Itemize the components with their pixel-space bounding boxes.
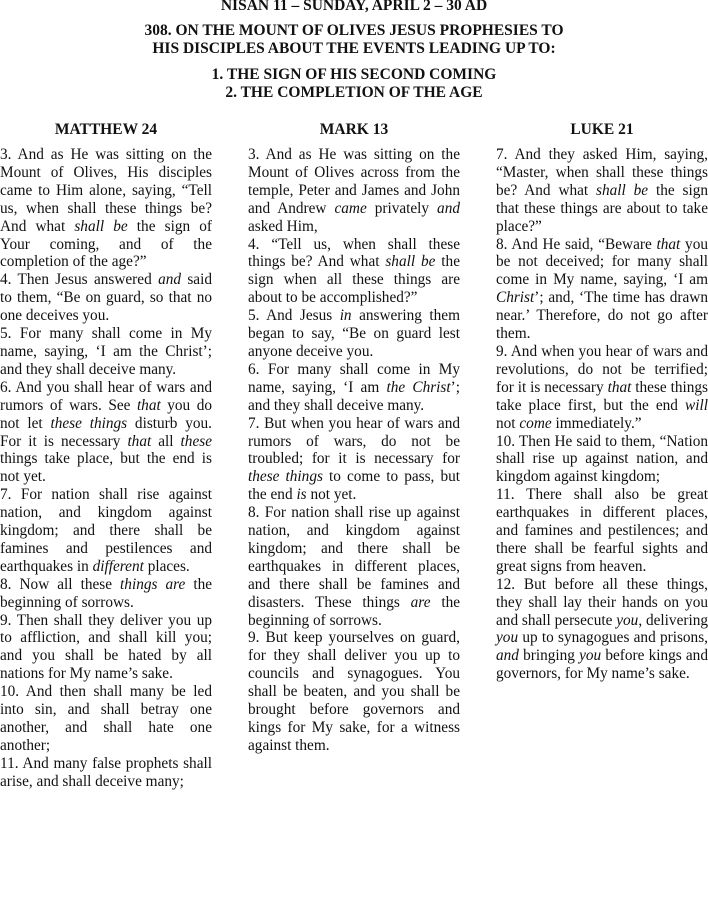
verse-text: 5. And Jesus: [248, 307, 340, 325]
verse: [496, 576, 708, 683]
verse-text: 6. And you shall hear of wars and rumors of wars. See: [0, 378, 212, 414]
verse-text: 8. Now all these: [0, 575, 121, 593]
topic-2: 2. THE COMPLETION OF THE AGE: [225, 84, 483, 101]
verse-text: 4. “Tell us, when shall these things be? And what: [248, 235, 460, 271]
verse-italic-text: that: [136, 396, 161, 414]
verse-text: the sign that these things are about to take place?”: [496, 181, 708, 235]
verse: [0, 271, 212, 325]
verse-text: 3. And as He was sitting on the Mount of Olives, His disciples came to Him alone, saying, “Tell us, when shall these things be? And what: [0, 146, 212, 235]
verse-text: 10. And then shall many be led into sin, and shall betray one another, and shall hate one another;: [0, 683, 212, 754]
verse: [496, 486, 708, 576]
verse-italic-text: that: [656, 235, 681, 253]
date-text: NISAN 11 – SUNDAY, APRIL 2 – 30 AD: [220, 0, 488, 14]
verse-text: the beginning of sorrows.: [0, 575, 213, 611]
verse: [248, 307, 460, 361]
verse-italic-text: the Christ: [386, 378, 451, 396]
verse-italic-text: are: [410, 593, 431, 611]
verse-italic-text: shall be: [74, 217, 128, 235]
column-title-matthew: MATTHEW 24: [54, 121, 158, 138]
verse-text: asked Him,: [248, 217, 318, 235]
verse: [0, 576, 212, 612]
verse-italic-text: these things: [248, 468, 323, 486]
column-luke-text: [496, 146, 708, 683]
verse-italic-text: and: [496, 647, 519, 665]
verse-text: 11. There shall also be great earthquakes in different places, and famines and pestilences; and there shall be fearful sights and great signs from heaven.: [496, 486, 708, 575]
verse: [0, 146, 212, 271]
verse-italic-text: shall be: [385, 253, 436, 271]
verse: [248, 146, 460, 236]
verse-text: before kings and governors, for My name’s sake.: [496, 647, 708, 683]
verse-italic-text: is: [296, 486, 307, 504]
verse: [248, 236, 460, 308]
column-mark-text: [248, 146, 460, 755]
verse-italic-text: come: [519, 414, 552, 432]
verse-italic-text: will: [685, 396, 708, 414]
verse-text: said to them, “Be on guard, so that no one deceives you.: [0, 271, 212, 325]
verse-text: not yet.: [306, 486, 357, 504]
section-title-line-2: HIS DISCIPLES ABOUT THE EVENTS LEADING UP TO:: [152, 40, 556, 57]
verse-text: answering them began to say, “Be on guard lest anyone deceive you.: [248, 307, 460, 360]
verse-text: you be not deceived; for many shall come in My name, saying, ‘I am: [496, 235, 708, 289]
verse-italic-text: you: [616, 611, 639, 629]
verse: [0, 486, 212, 576]
column-title-mark: MARK 13: [319, 121, 389, 138]
verse-italic-text: you: [579, 647, 602, 665]
verse-text: 6. For many shall come in My name, saying, ‘I am: [248, 360, 460, 396]
verse: [0, 325, 212, 379]
verse: [248, 361, 460, 415]
verse-text: 10. Then He said to them, “Nation shall rise up against nation, and kingdom against kingdom;: [496, 432, 708, 486]
verse-text: 8. And He said, “Beware: [496, 235, 657, 253]
verse-text: 5. For many shall come in My name, saying, ‘I am the Christ’; and they shall deceive many.: [0, 325, 212, 378]
verse-text: places.: [143, 557, 190, 575]
verse: [0, 379, 212, 486]
verse-text: ’; and they shall deceive many.: [248, 378, 460, 414]
topic-1: 1. THE SIGN OF HIS SECOND COMING: [211, 66, 497, 83]
verse-italic-text: you: [496, 629, 519, 647]
verse-text: up to synagogues and prisons,: [518, 629, 708, 647]
verse: [496, 433, 708, 487]
verse-text: the sign of Your coming, and of the completion of the age?”: [0, 217, 212, 271]
verse-text: you do not let: [0, 396, 213, 432]
verse-italic-text: and: [437, 199, 460, 217]
verse-text: 8. For nation shall rise up against nation, and kingdom against kingdom; and there shall be earthquakes in different places, and there shall be famines and disasters. These things: [248, 504, 460, 611]
verse-text: 11. And many false prophets shall arise, and shall deceive many;: [0, 754, 212, 790]
verse: [0, 755, 212, 791]
verse: [0, 683, 212, 755]
verse-text: 3. And as He was sitting on the Mount of Olives across from the temple, Peter and James and John and Andrew: [248, 146, 460, 217]
verse-text: , delivering: [638, 611, 708, 629]
verse: [496, 236, 708, 343]
verse-text: 7. And they asked Him, saying, “Master, when shall these things be? And what: [496, 146, 708, 199]
verse-italic-text: these things: [50, 414, 128, 432]
verse: [496, 146, 708, 236]
verse-text: privately: [366, 199, 438, 217]
verse-text: the beginning of sorrows.: [248, 593, 461, 629]
verse-italic-text: in: [339, 307, 352, 325]
verse-italic-text: and: [158, 271, 182, 289]
verse-text: things take place, but the end is not yet.: [0, 450, 212, 486]
verse-text: not: [496, 414, 520, 432]
verse-italic-text: things are: [120, 575, 186, 593]
verse-italic-text: different: [92, 557, 144, 575]
verse-italic-text: that: [607, 378, 632, 396]
verse-text: immediately.”: [551, 414, 642, 432]
verse-text: all: [151, 432, 181, 450]
verse-italic-text: shall be: [596, 181, 649, 199]
verse: [248, 504, 460, 629]
verse-italic-text: that: [127, 432, 152, 450]
column-matthew-text: [0, 146, 212, 791]
verse-text: 4. Then Jesus answered: [0, 271, 159, 289]
verse-italic-text: Christ: [496, 289, 535, 307]
column-title-luke: LUKE 21: [570, 121, 634, 138]
verse-text: 9. But keep yourselves on guard, for they shall deliver you up to councils and synagogues. You shall be beaten, and you shall be brought before governors and kings for My sake, for a witness against them.: [248, 629, 460, 754]
verse: [248, 415, 460, 505]
verse-text: 7. For nation shall rise against nation, and kingdom against kingdom; and there shall be famines and pestilences and earthquakes in: [0, 486, 212, 575]
section-topics: [0, 66, 708, 102]
verse-italic-text: these: [180, 432, 212, 450]
verse-text: to come to pass, but the end: [248, 468, 460, 504]
verse-text: ’; and, ‘The time has drawn near.’ Therefore, do not go after them.: [496, 289, 708, 343]
verse-text: disturb you. For it is necessary: [0, 414, 212, 450]
section-title: [0, 22, 708, 58]
verse: [496, 343, 708, 433]
verse: [0, 612, 212, 684]
verse-text: bringing: [518, 647, 580, 665]
verse-italic-text: came: [334, 199, 367, 217]
verse-text: 9. Then shall they deliver you up to affliction, and shall kill you; and you shall be hated by all nations for My name’s sake.: [0, 611, 212, 683]
section-title-line-1: 308. ON THE MOUNT OF OLIVES JESUS PROPHESIES TO: [144, 22, 564, 39]
verse-text: 12. But before all these things, they shall lay their hands on you and shall persecute: [496, 575, 708, 629]
verse-text: the sign when all these things are about to be accomplished?”: [248, 253, 460, 307]
verse: [248, 629, 460, 754]
verse-text: 7. But when you hear of wars and rumors of wars, do not be troubled; for it is necessary for: [248, 414, 460, 468]
verse-text: these things take place first, but the end: [496, 378, 708, 414]
page-date-header: [0, 0, 708, 15]
verse-text: 9. And when you hear of wars and revolutions, do not be terrified; for it is necessary: [496, 342, 708, 396]
